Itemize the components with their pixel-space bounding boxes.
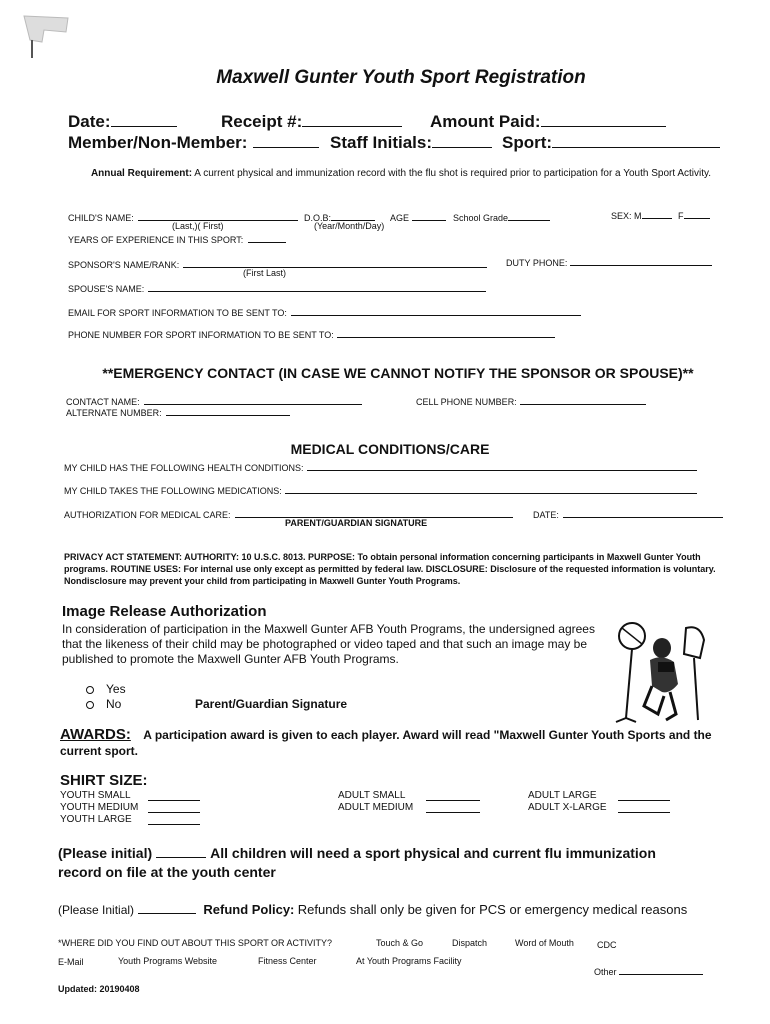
staff-initials-field[interactable]: Staff Initials:: [330, 133, 492, 153]
youth-medium-input[interactable]: [148, 802, 200, 813]
adult-small-label: ADULT SMALL: [338, 790, 406, 801]
spouse-field[interactable]: SPOUSE'S NAME:: [68, 281, 486, 294]
option-fitness-center[interactable]: Fitness Center: [258, 956, 317, 966]
years-experience-field[interactable]: YEARS OF EXPERIENCE IN THIS SPORT:: [68, 232, 286, 245]
youth-small-label: YOUTH SMALL: [60, 790, 131, 801]
contact-name-field[interactable]: CONTACT NAME:: [66, 394, 362, 407]
youth-medium-label: YOUTH MEDIUM: [60, 802, 139, 813]
awards-section: AWARDS: A participation award is given to each player. Award will read "Maxwell Gunter Youth Sports and the current sport.: [60, 726, 712, 758]
updated-date: Updated: 20190408: [58, 984, 140, 994]
dob-hint: (Year/Month/Day): [314, 221, 385, 231]
image-release-yes[interactable]: Yes: [86, 682, 126, 696]
child-name-field[interactable]: CHILD'S NAME:: [68, 210, 298, 223]
parent-signature-label: PARENT/GUARDIAN SIGNATURE: [285, 518, 428, 528]
youth-large-label: YOUTH LARGE: [60, 814, 132, 825]
scan-mark: [22, 12, 72, 46]
alt-number-field[interactable]: ALTERNATE NUMBER:: [66, 405, 290, 418]
sponsor-field[interactable]: SPONSOR'S NAME/RANK:: [68, 257, 487, 270]
privacy-statement: PRIVACY ACT STATEMENT: AUTHORITY: 10 U.S.C. 8013. PURPOSE: To obtain personal information concerning participants in Maxwell Gunter Youth programs. ROUTINE USES: For internal use only except as permitted by federal law. DISCLOSURE: Disclosure of the requested information is voluntary. Nondisclosure may prevent your child from participating in Maxwell Gunter Youth Programs.: [64, 552, 716, 586]
duty-phone-field[interactable]: DUTY PHONE:: [506, 255, 712, 268]
sport-field[interactable]: Sport:: [502, 133, 720, 153]
emergency-heading: **EMERGENCY CONTACT (IN CASE WE CANNOT NOTIFY THE SPONSOR OR SPOUSE)**: [102, 365, 694, 381]
option-website[interactable]: Youth Programs Website: [118, 956, 218, 966]
option-email[interactable]: E-Mail: [58, 957, 84, 967]
adult-small-input[interactable]: [426, 790, 480, 801]
medications-field[interactable]: MY CHILD TAKES THE FOLLOWING MEDICATIONS:: [64, 483, 697, 496]
adult-medium-input[interactable]: [426, 802, 480, 813]
youth-large-input[interactable]: [148, 814, 200, 825]
sex-field[interactable]: SEX: M F: [611, 208, 710, 221]
option-word-of-mouth[interactable]: Word of Mouth: [515, 938, 574, 948]
option-cdc[interactable]: CDC: [597, 940, 617, 950]
refund-initial-field[interactable]: (Please Initial) Refund Policy: Refunds shall only be given for PCS or emergency medical reasons: [58, 902, 688, 917]
flu-initial-field[interactable]: (Please initial) All children will need a sport physical and current flu immunization: [58, 845, 656, 861]
adult-xlarge-label: ADULT X-LARGE: [528, 802, 607, 813]
pg-signature-label: Parent/Guardian Signature: [195, 697, 348, 711]
name-hint: (Last,)( First): [172, 221, 224, 231]
health-conditions-field[interactable]: MY CHILD HAS THE FOLLOWING HEALTH CONDITIONS:: [64, 460, 697, 473]
member-field[interactable]: Member/Non-Member:: [68, 133, 319, 153]
option-touch-go[interactable]: Touch & Go: [376, 938, 424, 948]
medical-heading: MEDICAL CONDITIONS/CARE: [290, 441, 490, 457]
image-release-no[interactable]: No: [86, 697, 121, 711]
form-title: Maxwell Gunter Youth Sport Registration: [216, 67, 586, 88]
where-find-label: *WHERE DID YOU FIND OUT ABOUT THIS SPORT OR ACTIVITY?: [58, 938, 333, 948]
date-field[interactable]: Date:: [68, 112, 177, 132]
auth-date-field[interactable]: DATE:: [533, 507, 723, 520]
amount-paid-field[interactable]: Amount Paid:: [430, 112, 666, 132]
adult-medium-label: ADULT MEDIUM: [338, 802, 414, 813]
option-facility[interactable]: At Youth Programs Facility: [356, 956, 462, 966]
annual-requirement: Annual Requirement: A current physical and immunization record with the flu shot is required prior to participation for a Youth Sport Activity.: [90, 168, 712, 179]
yes-radio-icon[interactable]: [86, 686, 94, 694]
flu-text-line2: record on file at the youth center: [58, 864, 276, 880]
youth-small-input[interactable]: [148, 790, 200, 801]
receipt-field[interactable]: Receipt #:: [221, 112, 402, 132]
option-other-field[interactable]: Other: [594, 964, 703, 977]
dob-field[interactable]: D.O.B:: [304, 210, 375, 223]
image-release-text: In consideration of participation in the Maxwell Gunter AFB Youth Programs, the undersigned agrees that the likeness of their child may be photographed or video taped and that such an image may be published to promote the Maxwell Gunter AFB Youth Programs.: [62, 622, 595, 666]
adult-xlarge-input[interactable]: [618, 802, 670, 813]
shirt-size-heading: SHIRT SIZE:: [60, 772, 148, 789]
no-radio-icon[interactable]: [86, 701, 94, 709]
adult-large-label: ADULT LARGE: [528, 790, 597, 801]
email-field[interactable]: EMAIL FOR SPORT INFORMATION TO BE SENT TO:: [68, 305, 581, 318]
phone-field[interactable]: PHONE NUMBER FOR SPORT INFORMATION TO BE SENT TO:: [68, 327, 555, 340]
sponsor-hint: (First Last): [243, 268, 287, 278]
school-grade-field[interactable]: School Grade: [453, 210, 550, 223]
auth-medical-field[interactable]: AUTHORIZATION FOR MEDICAL CARE:: [64, 507, 513, 520]
option-dispatch[interactable]: Dispatch: [452, 938, 488, 948]
age-field[interactable]: AGE: [390, 210, 446, 223]
cell-phone-field[interactable]: CELL PHONE NUMBER:: [416, 394, 646, 407]
photographer-illustration: [604, 618, 714, 724]
adult-large-input[interactable]: [618, 790, 670, 801]
image-release-heading: Image Release Authorization: [62, 603, 267, 620]
